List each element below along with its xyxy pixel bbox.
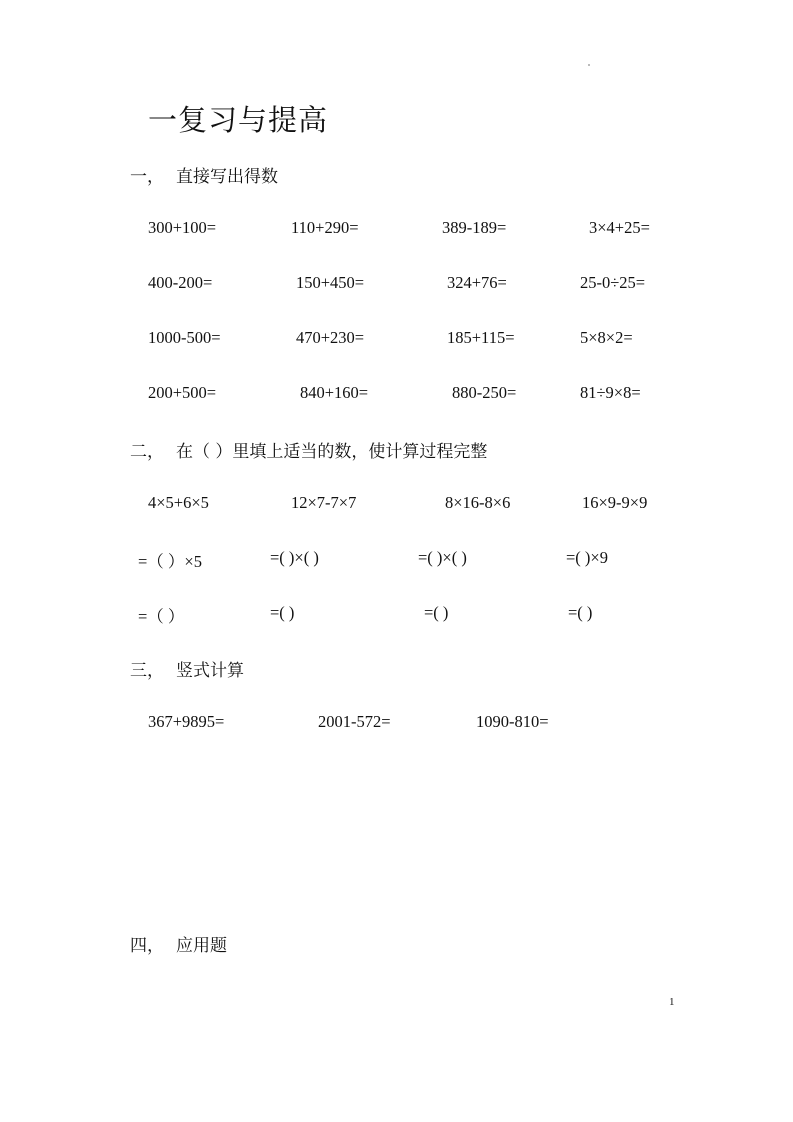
s1-item: 400-200= — [148, 273, 213, 292]
s2-item: 8×16-8×6 — [445, 493, 511, 512]
s2-item: =( ) — [270, 603, 295, 622]
s1-item: 389-189= — [442, 218, 507, 237]
s1-item: 300+100= — [148, 218, 217, 237]
s1-item: 5×8×2= — [580, 328, 633, 347]
s3-item: 1090-810= — [476, 712, 549, 731]
s1-item: 880-250= — [452, 383, 517, 402]
s1-item: 3×4+25= — [589, 218, 650, 237]
s1-item: 110+290= — [291, 218, 359, 237]
section-4-heading — [130, 931, 227, 956]
s2-item: =( )×9 — [566, 548, 608, 567]
s1-item: 840+160= — [300, 383, 369, 402]
s2-item: 16×9-9×9 — [582, 493, 648, 512]
s1-item: 470+230= — [296, 328, 365, 347]
s1-item: 150+450= — [296, 273, 365, 292]
s2-item: =（ ） — [138, 607, 185, 626]
section-1-heading — [130, 162, 278, 187]
s2-item: =( ) — [424, 603, 449, 622]
section-1-title: 直接写出得数 — [176, 167, 278, 187]
s2-item: =( )×( ) — [270, 548, 319, 567]
section-4-title: 应用题 — [176, 936, 227, 956]
page-number: 1 — [669, 996, 675, 1008]
section-2-heading — [130, 437, 487, 462]
section-2-number: 二， — [130, 442, 164, 462]
s3-item: 2001-572= — [318, 712, 391, 731]
s1-item: 25-0÷25= — [580, 273, 646, 292]
s2-item: =( )×( ) — [418, 548, 467, 567]
section-4-number: 四， — [130, 936, 164, 956]
section-3-title: 竖式计算 — [176, 661, 244, 681]
s1-item: 200+500= — [148, 383, 217, 402]
section-2-title: 在（ ）里填上适当的数，使计算过程完整 — [176, 442, 488, 462]
section-3-number: 三， — [130, 661, 164, 681]
section-1-number: 一， — [130, 167, 164, 187]
s3-item: 367+9895= — [148, 712, 225, 731]
s1-item: 1000-500= — [148, 328, 221, 347]
section-3-heading — [130, 656, 244, 681]
s1-item: 324+76= — [447, 273, 507, 292]
scan-dot — [588, 64, 590, 66]
s2-item: 12×7-7×7 — [291, 493, 357, 512]
s1-item: 185+115= — [447, 328, 515, 347]
s2-item: =( ) — [568, 603, 593, 622]
page-title: 一复习与提高 — [148, 103, 329, 137]
s1-item: 81÷9×8= — [580, 383, 641, 402]
s2-item: =（ ）×5 — [138, 552, 202, 571]
s2-item: 4×5+6×5 — [148, 493, 209, 512]
